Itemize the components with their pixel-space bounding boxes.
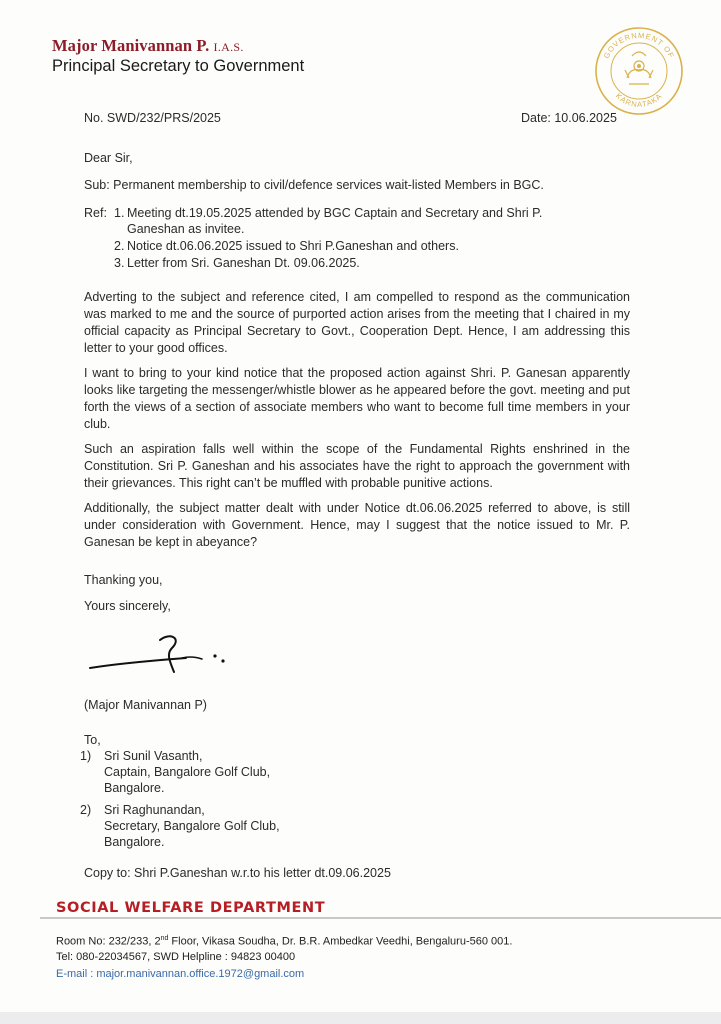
sign-off: Yours sincerely, bbox=[84, 599, 171, 613]
recipient-line: Captain, Bangalore Golf Club, bbox=[104, 765, 271, 779]
ref-label: Ref: bbox=[84, 206, 107, 220]
recipient-line: Bangalore. bbox=[104, 835, 165, 849]
handwritten-signature bbox=[86, 628, 246, 688]
body-paragraph: I want to bring to your kind notice that the proposed action against Shri. P. Ganesan apparently looks like targeting the messenger/whistle blower as he appeared before the govt. meeting and put forth the views of a section of associate members who want to become full time members in your club. bbox=[84, 366, 630, 431]
recipient-line: Sri Raghunandan, bbox=[104, 803, 205, 817]
body-paragraph: Additionally, the subject matter dealt with under Notice dt.06.06.2025 referred to above, is still under consideration with Government. Hence, may I suggest that the notice issued to Mr. P. Ganesan be kept in abeyance? bbox=[84, 501, 630, 549]
closing: Thanking you, bbox=[84, 573, 163, 587]
ref-number: 1. bbox=[114, 206, 125, 220]
page-bottom-edge bbox=[0, 1012, 721, 1024]
department-name: SOCIAL WELFARE DEPARTMENT bbox=[56, 900, 326, 916]
seal-bottom-text: KARNATAKA bbox=[613, 91, 665, 110]
body-paragraph: Adverting to the subject and reference cited, I am compelled to respond as the communication was marked to me and the source of purported action arises from the meeting that I chaired in my official capacity as Principal Secretary to Govt., Cooperation Dept. Hence, I am addressing this letter to your good offices. bbox=[84, 290, 630, 355]
footer-address: Room No: 232/233, 2nd Floor, Vikasa Soudha, Dr. B.R. Ambedkar Veedhi, Bengaluru-560 001. bbox=[56, 935, 513, 948]
letter-number: No. SWD/232/PRS/2025 bbox=[84, 111, 221, 125]
sender-name: Major Manivannan P. I.A.S. bbox=[52, 36, 244, 55]
ref-item: Notice dt.06.06.2025 issued to Shri P.Ganeshan and others. bbox=[127, 239, 459, 253]
recipient-line: Bangalore. bbox=[104, 781, 165, 795]
ref-item-continued: Ganeshan as invitee. bbox=[127, 222, 245, 236]
sender-name-suffix: I.A.S. bbox=[213, 40, 244, 54]
subject-line: Sub: Permanent membership to civil/defence services wait-listed Members in BGC. bbox=[84, 178, 544, 192]
letter-date: Date: 10.06.2025 bbox=[521, 111, 617, 125]
recipient-number: 2) bbox=[80, 803, 92, 817]
signatory-name: (Major Manivannan P) bbox=[84, 698, 207, 712]
salutation: Dear Sir, bbox=[84, 151, 133, 165]
government-seal-icon bbox=[594, 26, 684, 116]
footer-divider bbox=[40, 917, 721, 919]
ref-item: Meeting dt.19.05.2025 attended by BGC Captain and Secretary and Shri P. bbox=[127, 206, 543, 220]
ref-item: Letter from Sri. Ganeshan Dt. 09.06.2025. bbox=[127, 256, 360, 270]
seal-top-text: GOVERNMENT OF bbox=[601, 30, 677, 60]
svg-text:KARNATAKA bbox=[614, 91, 664, 109]
footer-email[interactable]: E-mail : major.manivannan.office.1972@gmail.com bbox=[56, 968, 305, 980]
body-paragraph: Such an aspiration falls well within the scope of the Fundamental Rights enshrined in the Constitution. Sri P. Ganeshan and his associates have the right to approach the government with their grievances. This right can’t be muffled with probable punitive actions. bbox=[84, 442, 630, 490]
recipient-number: 1) bbox=[80, 749, 92, 763]
recipient-line: Secretary, Bangalore Golf Club, bbox=[104, 819, 280, 833]
sender-designation: Principal Secretary to Government bbox=[52, 57, 305, 75]
ref-number: 2. bbox=[114, 239, 125, 253]
copy-to: Copy to: Shri P.Ganeshan w.r.to his letter dt.09.06.2025 bbox=[84, 866, 391, 880]
footer-phone: Tel: 080-22034567, SWD Helpline : 94823 00400 bbox=[56, 951, 296, 963]
recipient-line: Sri Sunil Vasanth, bbox=[104, 749, 203, 763]
ref-number: 3. bbox=[114, 256, 125, 270]
svg-text:GOVERNMENT OF bbox=[602, 31, 676, 60]
to-label: To, bbox=[84, 733, 101, 747]
